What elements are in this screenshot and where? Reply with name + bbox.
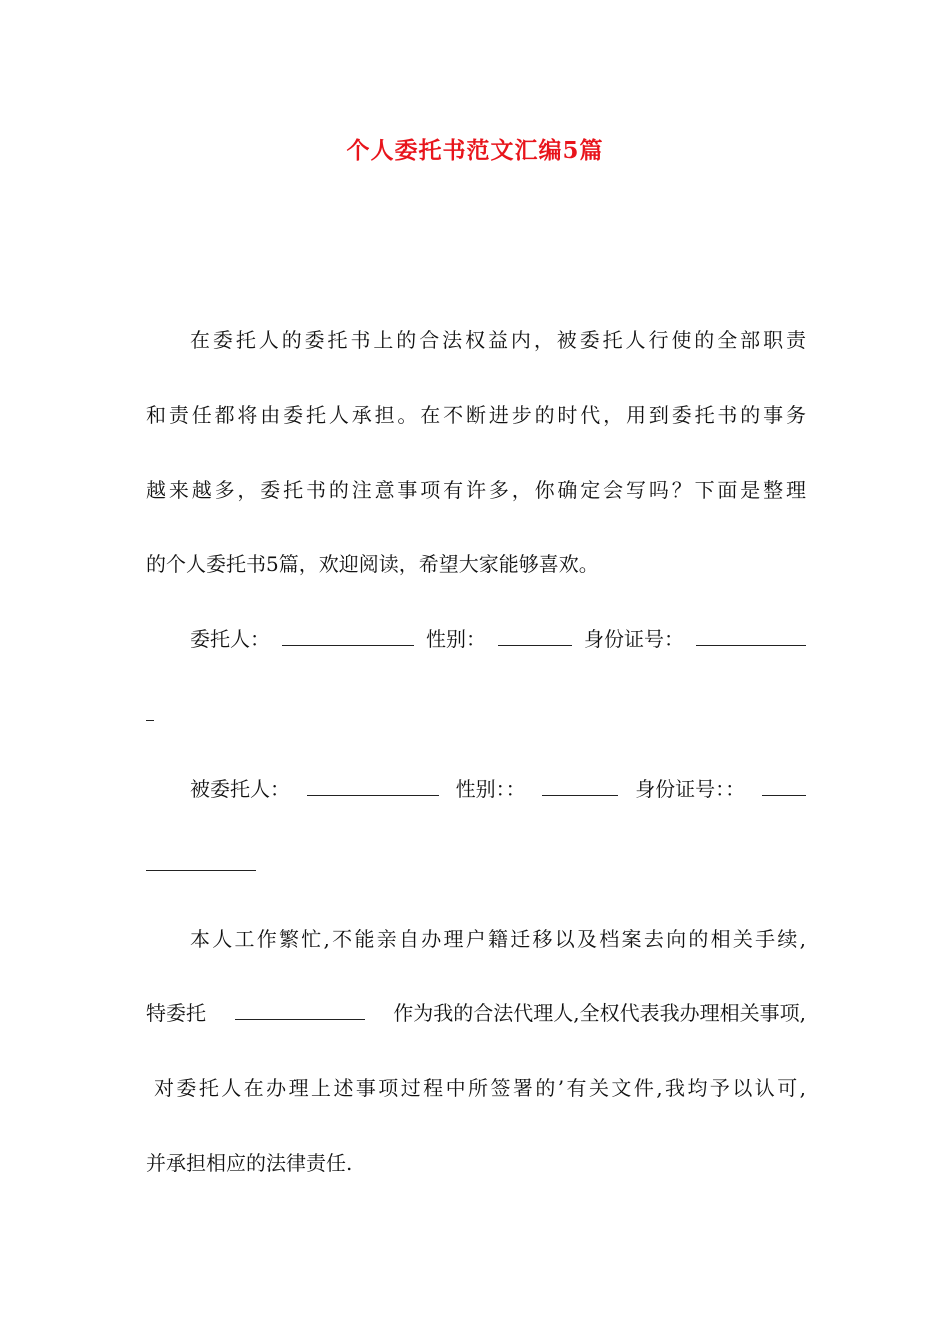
designation-prefix: 特委托 <box>146 1001 206 1025</box>
agent-id-label: 身份证号：： <box>635 777 746 801</box>
designation-suffix: 作为我的合法代理人,全权代表我办理相关事项, <box>393 1001 806 1025</box>
agent-gender-blank[interactable] <box>542 777 618 796</box>
principal-gender-label: 性别： <box>426 627 486 651</box>
agent-id-blank[interactable] <box>762 777 806 796</box>
principal-id-blank-continued-row <box>146 700 806 728</box>
principal-fields-row <box>190 625 806 653</box>
principal-id-blank-continued[interactable] <box>146 702 154 721</box>
principal-id-label: 身份证号： <box>584 627 684 651</box>
principal-gender-blank[interactable] <box>498 627 572 646</box>
intro-line-1: 在委托人的委托书上的合法权益内，被委托人行使的全部职责 <box>190 328 806 352</box>
agent-designation-blank[interactable] <box>235 1001 365 1020</box>
body-line-3-text: 对委托人在办理上述事项过程中所签署的’有关文件,我均予以认可, <box>154 1076 806 1100</box>
principal-id-blank[interactable] <box>696 627 806 646</box>
agent-id-blank-continued[interactable] <box>146 852 256 871</box>
intro-line-4: 的个人委托书5篇，欢迎阅读，希望大家能够喜欢。 <box>146 552 599 576</box>
agent-id-blank-continued-row <box>146 850 806 878</box>
agent-fields-row <box>190 775 806 803</box>
agent-name-blank[interactable] <box>307 777 439 796</box>
body-line-2 <box>146 999 806 1027</box>
principal-name-blank[interactable] <box>282 627 414 646</box>
principal-label: 委托人： <box>190 627 270 651</box>
intro-line-3: 越来越多，委托书的注意事项有许多，你确定会写吗？下面是整理 <box>146 478 806 502</box>
document-title: 个人委托书范文汇编5篇 <box>346 137 604 164</box>
body-line-3 <box>146 1074 806 1102</box>
body-line-1: 本人工作繁忙,不能亲自办理户籍迁移以及档案去向的相关手续, <box>190 927 806 951</box>
intro-line-2: 和责任都将由委托人承担。在不断进步的时代，用到委托书的事务 <box>146 403 806 427</box>
body-line-4: 并承担相应的法律责任. <box>146 1151 353 1175</box>
agent-label: 被委托人： <box>190 777 290 801</box>
agent-gender-label: 性别：： <box>455 777 526 801</box>
